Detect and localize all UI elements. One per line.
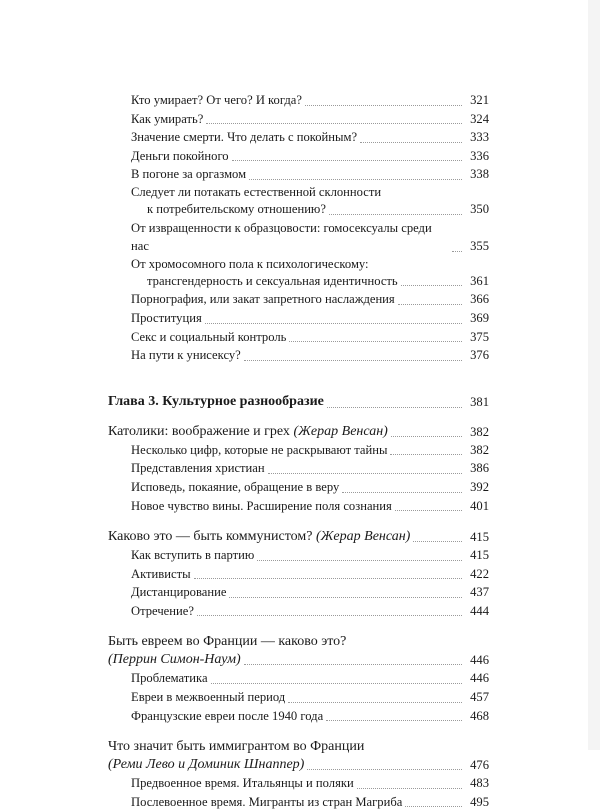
toc-entry bbox=[108, 497, 489, 516]
page-edge-shadow bbox=[588, 0, 600, 750]
table-of-contents bbox=[108, 91, 489, 811]
toc-entry-page: 386 bbox=[462, 459, 489, 478]
dot-leader bbox=[401, 285, 462, 286]
section-page: 415 bbox=[462, 528, 489, 546]
toc-entry bbox=[108, 583, 489, 602]
toc-entry-first-line: От хромосомного пола к психологическому: bbox=[131, 256, 369, 271]
dot-leader bbox=[205, 323, 462, 324]
dot-leader bbox=[390, 454, 462, 455]
dot-leader bbox=[305, 105, 462, 106]
toc-entry-page: 333 bbox=[462, 128, 489, 147]
dot-leader bbox=[342, 492, 462, 493]
toc-entry bbox=[108, 669, 489, 688]
toc-entry bbox=[108, 546, 489, 565]
toc-entry-page: 457 bbox=[462, 688, 489, 707]
dot-leader bbox=[244, 664, 462, 665]
toc-entry bbox=[108, 147, 489, 166]
toc-entry-title: Отречение? bbox=[131, 602, 197, 621]
toc-entry-title: Кто умирает? От чего? И когда? bbox=[131, 91, 305, 110]
dot-leader bbox=[206, 123, 462, 124]
dot-leader bbox=[307, 769, 462, 770]
section-heading bbox=[108, 651, 489, 669]
toc-entry-title: Как умирать? bbox=[131, 110, 206, 129]
toc-entry-page: 415 bbox=[462, 546, 489, 565]
section-title: Что значит быть иммигрантом во Франции bbox=[108, 739, 365, 755]
section-author: (Жерар Венсан) bbox=[315, 529, 411, 545]
chapter-title: Глава 3. Культурное разнообразие bbox=[108, 391, 327, 413]
toc-entry-title: Дистанцирование bbox=[131, 583, 229, 602]
dot-leader bbox=[194, 578, 462, 579]
toc-entry-page: 382 bbox=[462, 441, 489, 460]
dot-leader bbox=[197, 615, 462, 616]
dot-leader bbox=[289, 341, 462, 342]
section-author: (Реми Лево и Доминик Шнаппер) bbox=[108, 757, 305, 773]
toc-entry bbox=[108, 309, 489, 328]
dot-leader bbox=[327, 407, 462, 408]
chapter-heading bbox=[108, 391, 489, 413]
toc-entry bbox=[108, 774, 489, 793]
toc-entry-page: 483 bbox=[462, 774, 489, 793]
section-title: Быть евреем во Франции — каково это? bbox=[108, 634, 347, 650]
toc-entry bbox=[108, 565, 489, 584]
toc-entry bbox=[108, 128, 489, 147]
toc-entry bbox=[108, 219, 489, 256]
toc-entry-title: Как вступить в партию bbox=[131, 546, 257, 565]
toc-entry-page: 355 bbox=[462, 237, 489, 256]
toc-entry-title: На пути к унисексу? bbox=[131, 346, 244, 365]
toc-entry-title: Евреи в межвоенный период bbox=[131, 688, 288, 707]
toc-entry-title: Представления христиан bbox=[131, 459, 268, 478]
toc-entry-title: Новое чувство вины. Расширение поля сознания bbox=[131, 497, 395, 516]
dot-leader bbox=[244, 360, 462, 361]
toc-entry-page: 376 bbox=[462, 346, 489, 365]
toc-entry-page: 444 bbox=[462, 602, 489, 621]
toc-entry-page: 350 bbox=[462, 200, 489, 219]
toc-entry-page: 336 bbox=[462, 147, 489, 166]
section-author: (Жерар Венсан) bbox=[293, 423, 388, 439]
dot-leader bbox=[391, 436, 462, 437]
toc-entry-title: Послевоенное время. Мигранты из стран Магриба bbox=[131, 793, 405, 811]
toc-entry-title: Деньги покойного bbox=[131, 147, 232, 166]
dot-leader bbox=[249, 179, 462, 180]
toc-entry-title: Проблематика bbox=[131, 669, 211, 688]
toc-entry-title: Проституция bbox=[131, 309, 205, 328]
dot-leader bbox=[229, 597, 462, 598]
toc-entry-title: В погоне за оргазмом bbox=[131, 165, 249, 184]
toc-entry-title: Исповедь, покаяние, обращение в веру bbox=[131, 478, 342, 497]
toc-entry-title: Активисты bbox=[131, 565, 194, 584]
dot-leader bbox=[398, 304, 462, 305]
section-author: (Перрин Симон-Наум) bbox=[108, 652, 241, 668]
toc-entry-first-line: Следует ли потакать естественной склонности bbox=[131, 184, 382, 199]
toc-entry bbox=[108, 441, 489, 460]
toc-entry bbox=[108, 602, 489, 621]
dot-leader bbox=[360, 142, 462, 143]
toc-entry-page: 437 bbox=[462, 583, 489, 602]
toc-entry bbox=[108, 200, 489, 219]
toc-entry bbox=[108, 459, 489, 478]
toc-entry-page: 321 bbox=[462, 91, 489, 110]
chapter-page: 381 bbox=[462, 391, 489, 413]
toc-entry bbox=[108, 688, 489, 707]
toc-entry-page: 392 bbox=[462, 478, 489, 497]
toc-entry-title: От извращенности к образцовости: гомосексуалы среди нас bbox=[131, 219, 452, 256]
dot-leader bbox=[452, 251, 462, 252]
toc-entry-page: 366 bbox=[462, 290, 489, 309]
section-title: Каково это — быть коммунистом? (Жерар Венсан) bbox=[108, 528, 413, 546]
toc-entry-title: трансгендерность и сексуальная идентичность bbox=[147, 272, 401, 291]
toc-entry bbox=[108, 110, 489, 129]
toc-entry bbox=[108, 707, 489, 726]
dot-leader bbox=[395, 510, 462, 511]
section-title: Католики: воображение и грех (Жерар Венсан) bbox=[108, 423, 391, 441]
toc-entry bbox=[108, 346, 489, 365]
toc-entry bbox=[108, 793, 489, 811]
toc-entry-title: к потребительскому отношению? bbox=[147, 200, 329, 219]
toc-entry-page: 375 bbox=[462, 328, 489, 347]
toc-entry bbox=[108, 91, 489, 110]
toc-entry-page: 468 bbox=[462, 707, 489, 726]
toc-entry-page: 422 bbox=[462, 565, 489, 584]
dot-leader bbox=[357, 788, 462, 789]
dot-leader bbox=[268, 473, 462, 474]
dot-leader bbox=[405, 806, 462, 807]
toc-entry-page: 446 bbox=[462, 669, 489, 688]
toc-entry-page: 361 bbox=[462, 272, 489, 291]
section-heading bbox=[108, 423, 489, 441]
toc-entry-page: 401 bbox=[462, 497, 489, 516]
toc-entry-page: 324 bbox=[462, 110, 489, 129]
section-page: 476 bbox=[462, 756, 489, 774]
toc-entry-page: 338 bbox=[462, 165, 489, 184]
toc-entry-title: Предвоенное время. Итальянцы и поляки bbox=[131, 774, 357, 793]
toc-entry-page: 495 bbox=[462, 793, 489, 811]
toc-entry-title: Французские евреи после 1940 года bbox=[131, 707, 326, 726]
toc-entry-title: Порнография, или закат запретного наслаждения bbox=[131, 290, 398, 309]
toc-entry-title: Секс и социальный контроль bbox=[131, 328, 289, 347]
section-heading bbox=[108, 528, 489, 546]
toc-entry bbox=[108, 272, 489, 291]
dot-leader bbox=[413, 541, 462, 542]
toc-entry bbox=[108, 478, 489, 497]
dot-leader bbox=[257, 560, 462, 561]
section-page: 382 bbox=[462, 423, 489, 441]
section-page: 446 bbox=[462, 651, 489, 669]
toc-entry-title: Значение смерти. Что делать с покойным? bbox=[131, 128, 360, 147]
toc-entry bbox=[108, 165, 489, 184]
toc-entry bbox=[108, 328, 489, 347]
dot-leader bbox=[288, 702, 462, 703]
dot-leader bbox=[329, 214, 462, 215]
toc-entry-title: Несколько цифр, которые не раскрывают тайны bbox=[131, 441, 390, 460]
section-heading bbox=[108, 756, 489, 774]
dot-leader bbox=[326, 720, 462, 721]
dot-leader bbox=[232, 160, 462, 161]
toc-entry bbox=[108, 290, 489, 309]
toc-entry-page: 369 bbox=[462, 309, 489, 328]
dot-leader bbox=[211, 683, 462, 684]
